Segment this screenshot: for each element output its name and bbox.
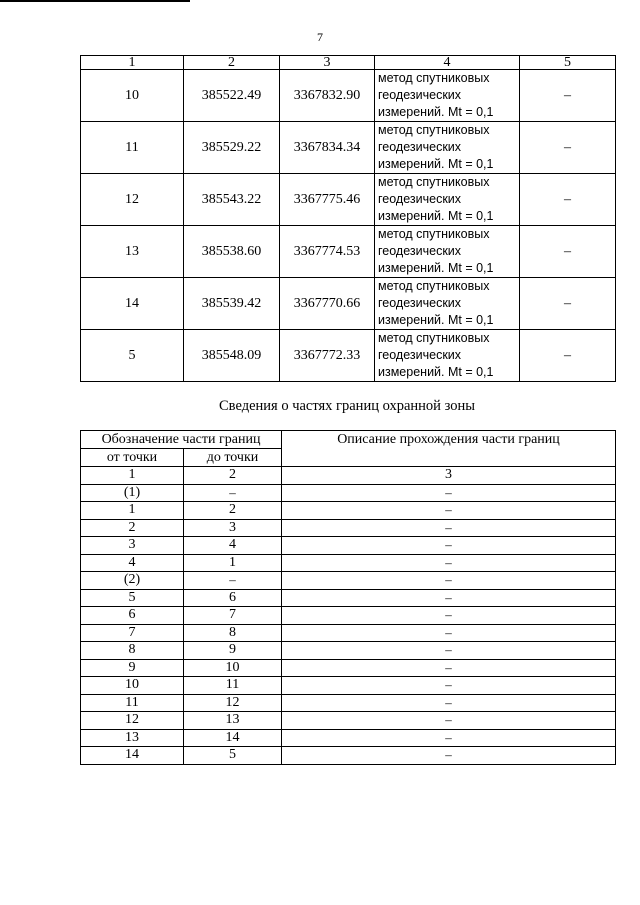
method-cell: [375, 330, 520, 382]
parts-row: [81, 607, 616, 625]
y-coordinate-cell: 3367774.53: [280, 226, 375, 278]
parts-header-description: Описание прохождения части границ: [282, 431, 616, 467]
section-title: Сведения о частях границ охранной зоны: [219, 398, 475, 414]
from-point-cell: 12: [81, 712, 184, 730]
method-cell: [375, 70, 520, 122]
note-cell: –: [520, 174, 616, 226]
coords-header-cell: 2: [184, 56, 280, 70]
point-cell: 11: [81, 122, 184, 174]
point-cell: 13: [81, 226, 184, 278]
boundary-parts-table: [80, 430, 616, 765]
parts-number-cell: 3: [282, 467, 616, 485]
parts-header-group: Обозначение части границ: [81, 431, 282, 449]
parts-row: [81, 484, 616, 502]
method-line: геодезических: [378, 88, 462, 102]
coords-row: [81, 226, 616, 278]
note-cell: –: [520, 226, 616, 278]
parts-row: [81, 519, 616, 537]
method-cell: [375, 226, 520, 278]
coords-row: [81, 174, 616, 226]
from-point-cell: (2): [81, 572, 184, 590]
method-line: метод спутниковых: [378, 331, 490, 345]
method-cell: [375, 122, 520, 174]
coords-header-cell: 1: [81, 56, 184, 70]
coords-row: [81, 70, 616, 122]
parts-row: [81, 572, 616, 590]
top-rule: [0, 0, 190, 2]
parts-row: [81, 502, 616, 520]
method-line: геодезических: [378, 348, 462, 362]
parts-row: [81, 624, 616, 642]
point-cell: 5: [81, 330, 184, 382]
from-point-cell: 4: [81, 554, 184, 572]
note-cell: –: [520, 330, 616, 382]
to-point-cell: 2: [184, 502, 282, 520]
description-cell: –: [282, 747, 616, 765]
coords-row: [81, 122, 616, 174]
parts-row: [81, 589, 616, 607]
description-cell: –: [282, 519, 616, 537]
to-point-cell: 6: [184, 589, 282, 607]
x-coordinate-cell: 385543.22: [184, 174, 280, 226]
method-line: геодезических: [378, 296, 462, 310]
parts-header-to: до точки: [184, 449, 282, 467]
description-cell: –: [282, 607, 616, 625]
to-point-cell: 10: [184, 659, 282, 677]
point-cell: 14: [81, 278, 184, 330]
x-coordinate-cell: 385529.22: [184, 122, 280, 174]
coordinates-table: [80, 55, 616, 382]
to-point-cell: 13: [184, 712, 282, 730]
method-cell: [375, 174, 520, 226]
from-point-cell: 7: [81, 624, 184, 642]
to-point-cell: 5: [184, 747, 282, 765]
to-point-cell: 4: [184, 537, 282, 555]
to-point-cell: 1: [184, 554, 282, 572]
from-point-cell: 13: [81, 729, 184, 747]
to-point-cell: –: [184, 572, 282, 590]
x-coordinate-cell: 385538.60: [184, 226, 280, 278]
method-line: метод спутниковых: [378, 279, 490, 293]
description-cell: –: [282, 659, 616, 677]
coords-header-cell: 4: [375, 56, 520, 70]
method-line: геодезических: [378, 244, 462, 258]
y-coordinate-cell: 3367770.66: [280, 278, 375, 330]
method-line: измерений. Mt = 0,1: [378, 157, 494, 171]
y-coordinate-cell: 3367772.33: [280, 330, 375, 382]
to-point-cell: 14: [184, 729, 282, 747]
method-line: метод спутниковых: [378, 175, 490, 189]
description-cell: –: [282, 624, 616, 642]
from-point-cell: 6: [81, 607, 184, 625]
coords-header-cell: 5: [520, 56, 616, 70]
parts-row: [81, 554, 616, 572]
parts-number-cell: 2: [184, 467, 282, 485]
from-point-cell: 2: [81, 519, 184, 537]
from-point-cell: 9: [81, 659, 184, 677]
method-line: измерений. Mt = 0,1: [378, 313, 494, 327]
note-cell: –: [520, 278, 616, 330]
to-point-cell: 11: [184, 677, 282, 695]
x-coordinate-cell: 385522.49: [184, 70, 280, 122]
method-cell: [375, 278, 520, 330]
from-point-cell: 10: [81, 677, 184, 695]
from-point-cell: 5: [81, 589, 184, 607]
coords-row: [81, 278, 616, 330]
x-coordinate-cell: 385548.09: [184, 330, 280, 382]
description-cell: –: [282, 572, 616, 590]
description-cell: –: [282, 554, 616, 572]
parts-number-cell: 1: [81, 467, 184, 485]
method-line: геодезических: [378, 192, 462, 206]
description-cell: –: [282, 537, 616, 555]
description-cell: –: [282, 677, 616, 695]
method-line: метод спутниковых: [378, 227, 490, 241]
description-cell: –: [282, 642, 616, 660]
parts-number-row: [81, 467, 616, 485]
parts-row: [81, 694, 616, 712]
note-cell: –: [520, 122, 616, 174]
point-cell: 10: [81, 70, 184, 122]
description-cell: –: [282, 694, 616, 712]
page-number: 7: [317, 30, 323, 44]
to-point-cell: 3: [184, 519, 282, 537]
from-point-cell: (1): [81, 484, 184, 502]
coords-header-cell: 3: [280, 56, 375, 70]
coords-row: [81, 330, 616, 382]
to-point-cell: –: [184, 484, 282, 502]
method-line: метод спутниковых: [378, 123, 490, 137]
coords-header-row: [81, 56, 616, 70]
description-cell: –: [282, 502, 616, 520]
y-coordinate-cell: 3367834.34: [280, 122, 375, 174]
parts-row: [81, 659, 616, 677]
note-cell: –: [520, 70, 616, 122]
description-cell: –: [282, 729, 616, 747]
from-point-cell: 1: [81, 502, 184, 520]
parts-row: [81, 712, 616, 730]
parts-header-from: от точки: [81, 449, 184, 467]
parts-row: [81, 677, 616, 695]
to-point-cell: 12: [184, 694, 282, 712]
description-cell: –: [282, 484, 616, 502]
parts-row: [81, 729, 616, 747]
from-point-cell: 8: [81, 642, 184, 660]
parts-row: [81, 747, 616, 765]
y-coordinate-cell: 3367775.46: [280, 174, 375, 226]
description-cell: –: [282, 712, 616, 730]
to-point-cell: 8: [184, 624, 282, 642]
from-point-cell: 14: [81, 747, 184, 765]
method-line: измерений. Mt = 0,1: [378, 105, 494, 119]
method-line: измерений. Mt = 0,1: [378, 209, 494, 223]
method-line: метод спутниковых: [378, 71, 490, 85]
method-line: измерений. Mt = 0,1: [378, 261, 494, 275]
from-point-cell: 3: [81, 537, 184, 555]
to-point-cell: 7: [184, 607, 282, 625]
point-cell: 12: [81, 174, 184, 226]
y-coordinate-cell: 3367832.90: [280, 70, 375, 122]
description-cell: –: [282, 589, 616, 607]
parts-row: [81, 642, 616, 660]
x-coordinate-cell: 385539.42: [184, 278, 280, 330]
method-line: геодезических: [378, 140, 462, 154]
from-point-cell: 11: [81, 694, 184, 712]
to-point-cell: 9: [184, 642, 282, 660]
parts-row: [81, 537, 616, 555]
parts-header-row: [81, 431, 616, 449]
method-line: измерений. Mt = 0,1: [378, 365, 494, 379]
